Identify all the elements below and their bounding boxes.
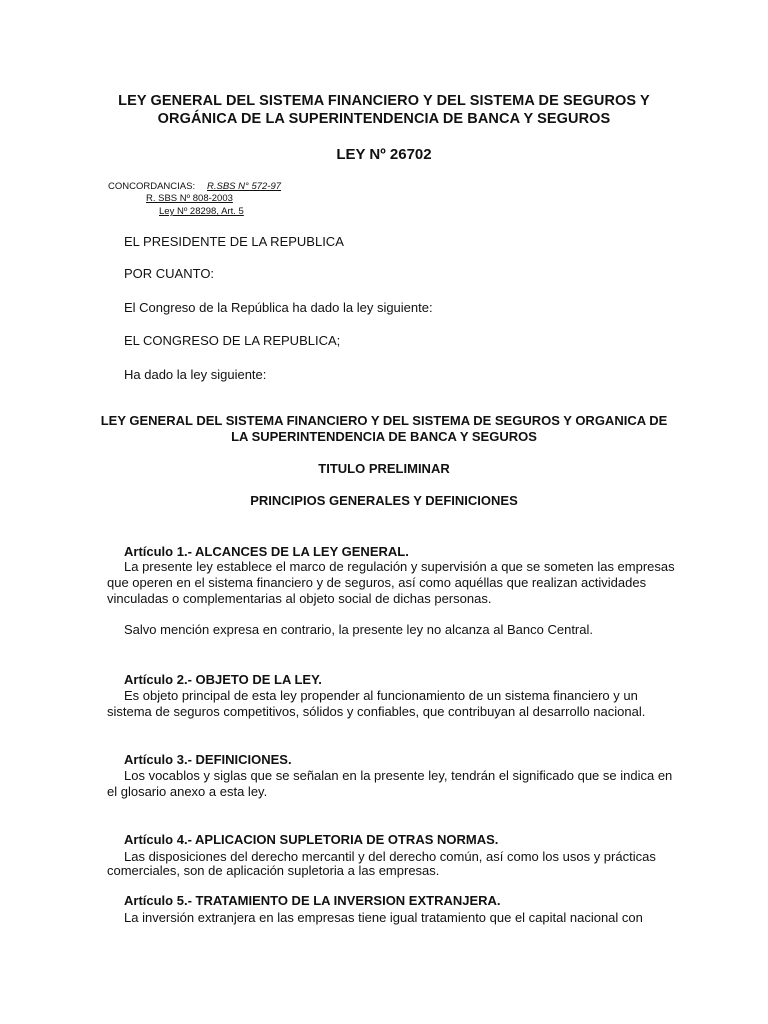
article-line: Salvo mención expresa en contrario, la presente ley no alcanza al Banco Central. — [124, 622, 593, 637]
second-title-line-2: LA SUPERINTENDENCIA DE BANCA Y SEGUROS — [231, 429, 537, 444]
article-title: Artículo 4.- APLICACION SUPLETORIA DE OTRAS NORMAS. — [124, 832, 499, 847]
concordancia-link-3[interactable]: Ley Nº 28298, Art. 5 — [159, 206, 244, 217]
document-title-line-1: LEY GENERAL DEL SISTEMA FINANCIERO Y DEL SISTEMA DE SEGUROS Y — [118, 93, 650, 109]
article-line: el glosario anexo a esta ley. — [107, 784, 268, 799]
law-number: LEY Nº 26702 — [336, 146, 432, 163]
article-line: La presente ley establece el marco de regulación y supervisión a que se someten las empresas — [124, 559, 675, 574]
article-line: Las disposiciones del derecho mercantil y del derecho común, así como los usos y prácticas — [124, 849, 656, 864]
article-line: Los vocablos y siglas que se señalan en la presente ley, tendrán el significado que se indica en — [124, 768, 673, 783]
preamble-line: EL PRESIDENTE DE LA REPUBLICA — [124, 234, 344, 249]
article-line: que operen en el sistema financiero y de seguros, así como aquéllas que realizan actividades — [107, 575, 647, 590]
article-title: Artículo 5.- TRATAMIENTO DE LA INVERSION EXTRANJERA. — [124, 893, 501, 908]
preamble-line: Ha dado la ley siguiente: — [124, 367, 267, 382]
article-title: Artículo 3.- DEFINICIONES. — [124, 752, 292, 767]
article-line: sistema de seguros competitivos, sólidos y confiables, que contribuyan al desarrollo nacional. — [107, 704, 646, 719]
preamble-line: POR CUANTO: — [124, 266, 215, 281]
titulo-heading: TITULO PRELIMINAR — [318, 461, 450, 476]
preamble-line: EL CONGRESO DE LA REPUBLICA; — [124, 333, 341, 348]
concordancia-link-1[interactable]: R.SBS N° 572-97 — [207, 181, 282, 192]
article-line: Es objeto principal de esta ley propender al funcionamiento de un sistema financiero y un — [124, 688, 638, 703]
concordancias-label: CONCORDANCIAS: — [108, 181, 196, 192]
article-line: La inversión extranjera en las empresas tiene igual tratamiento que el capital nacional con — [124, 910, 643, 925]
article-line: vinculadas o complementarias al objeto social de dichas personas. — [107, 591, 492, 606]
second-title-line-1: LEY GENERAL DEL SISTEMA FINANCIERO Y DEL SISTEMA DE SEGUROS Y ORGANICA DE — [100, 413, 668, 428]
preamble-line: El Congreso de la República ha dado la ley siguiente: — [124, 300, 433, 315]
article-line: comerciales, son de aplicación supletoria a las empresas. — [107, 863, 440, 878]
document-title-line-2: ORGÁNICA DE LA SUPERINTENDENCIA DE BANCA Y SEGUROS — [157, 111, 611, 127]
principios-heading: PRINCIPIOS GENERALES Y DEFINICIONES — [250, 493, 518, 508]
article-title: Artículo 2.- OBJETO DE LA LEY. — [124, 672, 322, 687]
concordancia-link-2[interactable]: R. SBS Nº 808-2003 — [146, 193, 233, 204]
article-title: Artículo 1.- ALCANCES DE LA LEY GENERAL. — [124, 544, 409, 559]
